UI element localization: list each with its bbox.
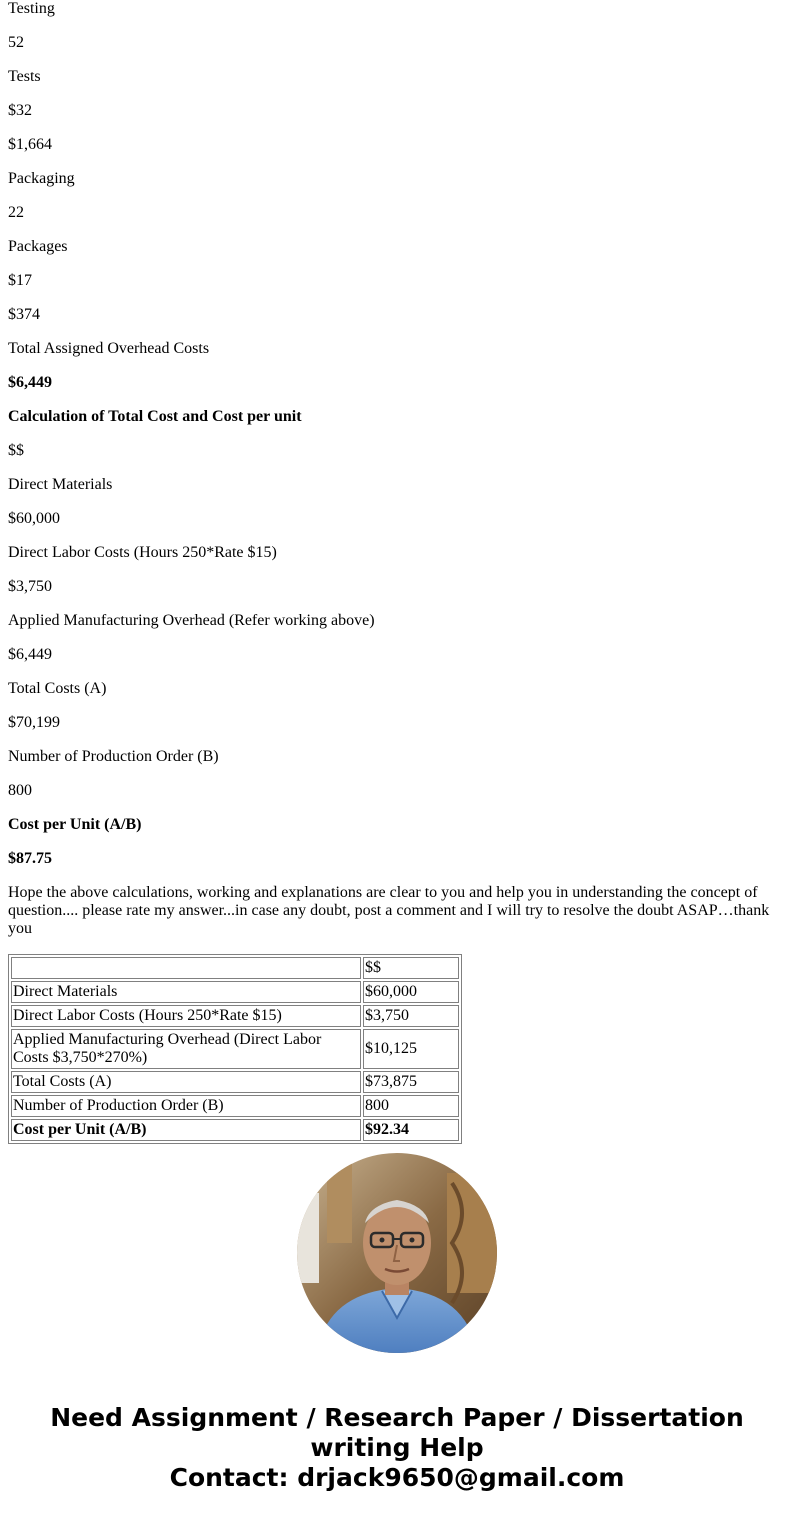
table-cell [11, 957, 361, 979]
overhead-row-amount: $1,664 [8, 136, 52, 153]
table-row [11, 981, 459, 1003]
overhead-row-rate: $17 [8, 272, 32, 289]
calc-row-label: Direct Labor Costs (Hours 250*Rate $15) [8, 544, 277, 561]
calc-row-value: $60,000 [8, 510, 60, 527]
overhead-row-rate: $32 [8, 102, 32, 119]
table-row [11, 1095, 459, 1117]
calc-row-label: Total Costs (A) [8, 680, 107, 697]
table-row [11, 1005, 459, 1027]
overhead-row-amount: $374 [8, 306, 40, 323]
table-cell: $3,750 [363, 1005, 459, 1027]
table-cell: $$ [363, 957, 459, 979]
overhead-row-quantity: 22 [8, 204, 24, 221]
currency-header: $$ [8, 442, 24, 459]
summary-table [8, 954, 462, 1144]
table-cell: 800 [363, 1095, 459, 1117]
table-cell: Total Costs (A) [11, 1071, 361, 1093]
table-cell: $60,000 [363, 981, 459, 1003]
overhead-row-label: Packaging [8, 170, 75, 187]
table-header-row [11, 957, 459, 979]
table-cell: $10,125 [363, 1029, 459, 1069]
overhead-row-label: Testing [8, 0, 55, 17]
calc-result-value: $87.75 [8, 850, 52, 867]
calculation-heading: Calculation of Total Cost and Cost per unit [8, 408, 302, 425]
calc-row-value: $6,449 [8, 646, 52, 663]
table-row [11, 1029, 459, 1069]
calc-result-label: Cost per Unit (A/B) [8, 816, 142, 833]
table-cell: Direct Materials [11, 981, 361, 1003]
calc-row-value: $70,199 [8, 714, 60, 731]
overhead-row-unit: Packages [8, 238, 68, 255]
overhead-row-quantity: 52 [8, 34, 24, 51]
overhead-row-unit: Tests [8, 68, 41, 85]
table-cell: $73,875 [363, 1071, 459, 1093]
footer-line-1: Need Assignment / Research Paper / Dissertation writing Help [50, 1403, 744, 1462]
calc-row-value: 800 [8, 782, 32, 799]
table-cell: $92.34 [363, 1119, 459, 1141]
table-cell: Cost per Unit (A/B) [11, 1119, 361, 1141]
footer-promo [0, 1403, 794, 1493]
table-cell: Direct Labor Costs (Hours 250*Rate $15) [11, 1005, 361, 1027]
calc-row-value: $3,750 [8, 578, 52, 595]
footer-contact: Contact: drjack9650@gmail.com [169, 1463, 625, 1492]
overhead-total-label: Total Assigned Overhead Costs [8, 340, 210, 357]
table-cell: Applied Manufacturing Overhead (Direct Labor Costs $3,750*270%) [11, 1029, 361, 1069]
table-cell: Number of Production Order (B) [11, 1095, 361, 1117]
closing-text: Hope the above calculations, working and explanations are clear to you and help you in understanding the concept of question.... please rate my answer...in case any doubt, post a comment and I will try to resolve the doubt ASAP…thank you [8, 884, 770, 937]
solution-content [8, 0, 784, 1144]
overhead-total-amount: $6,449 [8, 374, 52, 391]
table-row [11, 1071, 459, 1093]
calc-row-label: Direct Materials [8, 476, 113, 493]
author-photo-icon [297, 1153, 497, 1353]
author-photo-illustration [297, 1153, 497, 1353]
table-row-total [11, 1119, 459, 1141]
calc-row-label: Number of Production Order (B) [8, 748, 219, 765]
calc-row-label: Applied Manufacturing Overhead (Refer working above) [8, 612, 375, 629]
